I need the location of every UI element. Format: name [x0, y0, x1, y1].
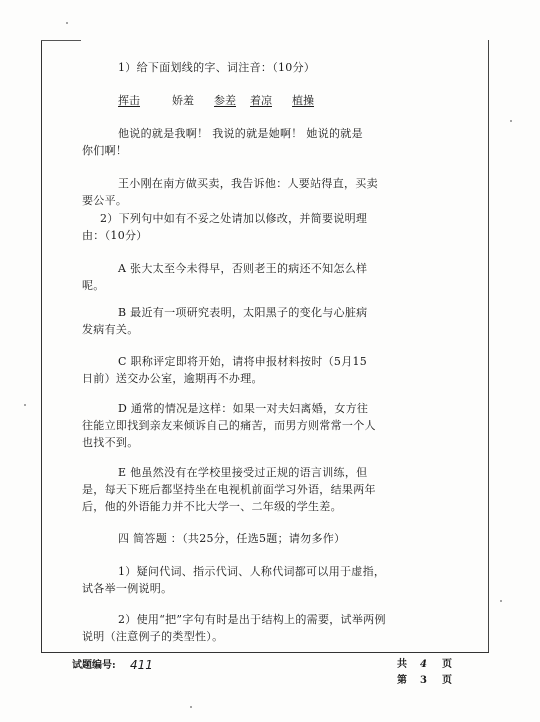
- q2-item-e-line3: 后，他的外语能力并不比大学一、二年级的学生差。: [82, 500, 342, 513]
- q2-item-a-line2: 呢。: [82, 279, 105, 292]
- footer-code-value: 411: [130, 658, 153, 672]
- q2-item-b-line1: B 最近有一项研究表明，太阳黑子的变化与心脏病: [118, 306, 368, 319]
- q1-word-2: 娇羞: [172, 94, 194, 107]
- q2-item-e-line2: 是，每天下班后都坚持坐在电视机前面学习外语，结果两年: [82, 483, 376, 496]
- q1-sentence-1-line1: 他说的就是我啊！ 我说的就是她啊！ 她说的就是: [118, 127, 363, 140]
- footer-page-unit: 页: [442, 675, 452, 686]
- footer-page-value: 3: [420, 675, 427, 686]
- q2-item-d-line2: 往能立即找到亲友来倾诉自己的痛苦，而男方则常常一个人: [82, 419, 376, 432]
- q1-sentence-2-line1: 王小刚在南方做买卖，我告诉他：人要站得直，买卖: [118, 177, 378, 190]
- page-border-bottom: [41, 652, 489, 653]
- q2-item-e-line1: E 他虽然没有在学校里接受过正规的语言训练，但: [118, 466, 368, 479]
- scan-speck: [510, 120, 512, 122]
- q2-item-c-line1: C 职称评定即将开始，请将申报材料按时（5月15: [118, 355, 368, 368]
- q4-item-2-line1: 2）使用“把”字句有时是出于结构上的需要，试举两例: [118, 613, 386, 626]
- footer-total-value: 4: [420, 659, 427, 670]
- page-border-top-mark: [41, 40, 81, 41]
- q1-word-1: 挥击: [118, 94, 140, 107]
- q2-title-line1: 2）下列句中如有不妥之处请加以修改，并简要说明理: [100, 212, 368, 225]
- q4-heading: 四 简答题 ：（共25分，任选5题；请勿多作）: [118, 532, 346, 545]
- q2-item-b-line2: 发病有关。: [82, 323, 139, 336]
- q1-sentence-1-line2: 你们啊！: [82, 144, 128, 157]
- q4-item-2-line2: 说明（注意例子的类型性）。: [82, 630, 224, 643]
- q1-word-5: 植操: [292, 94, 314, 107]
- footer-total-label: 共: [397, 659, 407, 670]
- page-border-right: [488, 40, 489, 652]
- q1-title: 1）给下面划线的字、词注音：（10分）: [118, 61, 316, 74]
- q1-word-4: 着凉: [250, 94, 272, 107]
- q2-title-line2: 由：（10分）: [82, 229, 148, 242]
- q2-item-c-line2: 日前）送交办公室，逾期再不办理。: [82, 372, 263, 385]
- q2-item-d-line3: 也找不到。: [82, 436, 139, 449]
- footer-page-label: 第: [397, 675, 407, 686]
- q1-sentence-2-line2: 要公平。: [82, 194, 128, 207]
- q1-word-3: 参差: [214, 94, 236, 107]
- q2-item-d-line1: D 通常的情况是这样：如果一对夫妇离婚，女方往: [118, 402, 369, 415]
- q4-item-1-line1: 1）疑问代词、指示代词、人称代词都可以用于虚指，: [118, 565, 386, 578]
- q4-item-1-line2: 试各举一例说明。: [82, 582, 173, 595]
- footer-total-unit: 页: [442, 659, 452, 670]
- page-border-left: [41, 40, 42, 652]
- scan-speck: [190, 706, 192, 708]
- q2-item-a-line1: A 张大太至今未得早，否则老王的病还不知怎么样: [118, 262, 368, 275]
- footer-code-label: 试题编号:: [72, 660, 116, 671]
- scan-speck: [66, 22, 68, 24]
- scan-speck: [500, 600, 502, 602]
- scan-speck: [24, 404, 26, 406]
